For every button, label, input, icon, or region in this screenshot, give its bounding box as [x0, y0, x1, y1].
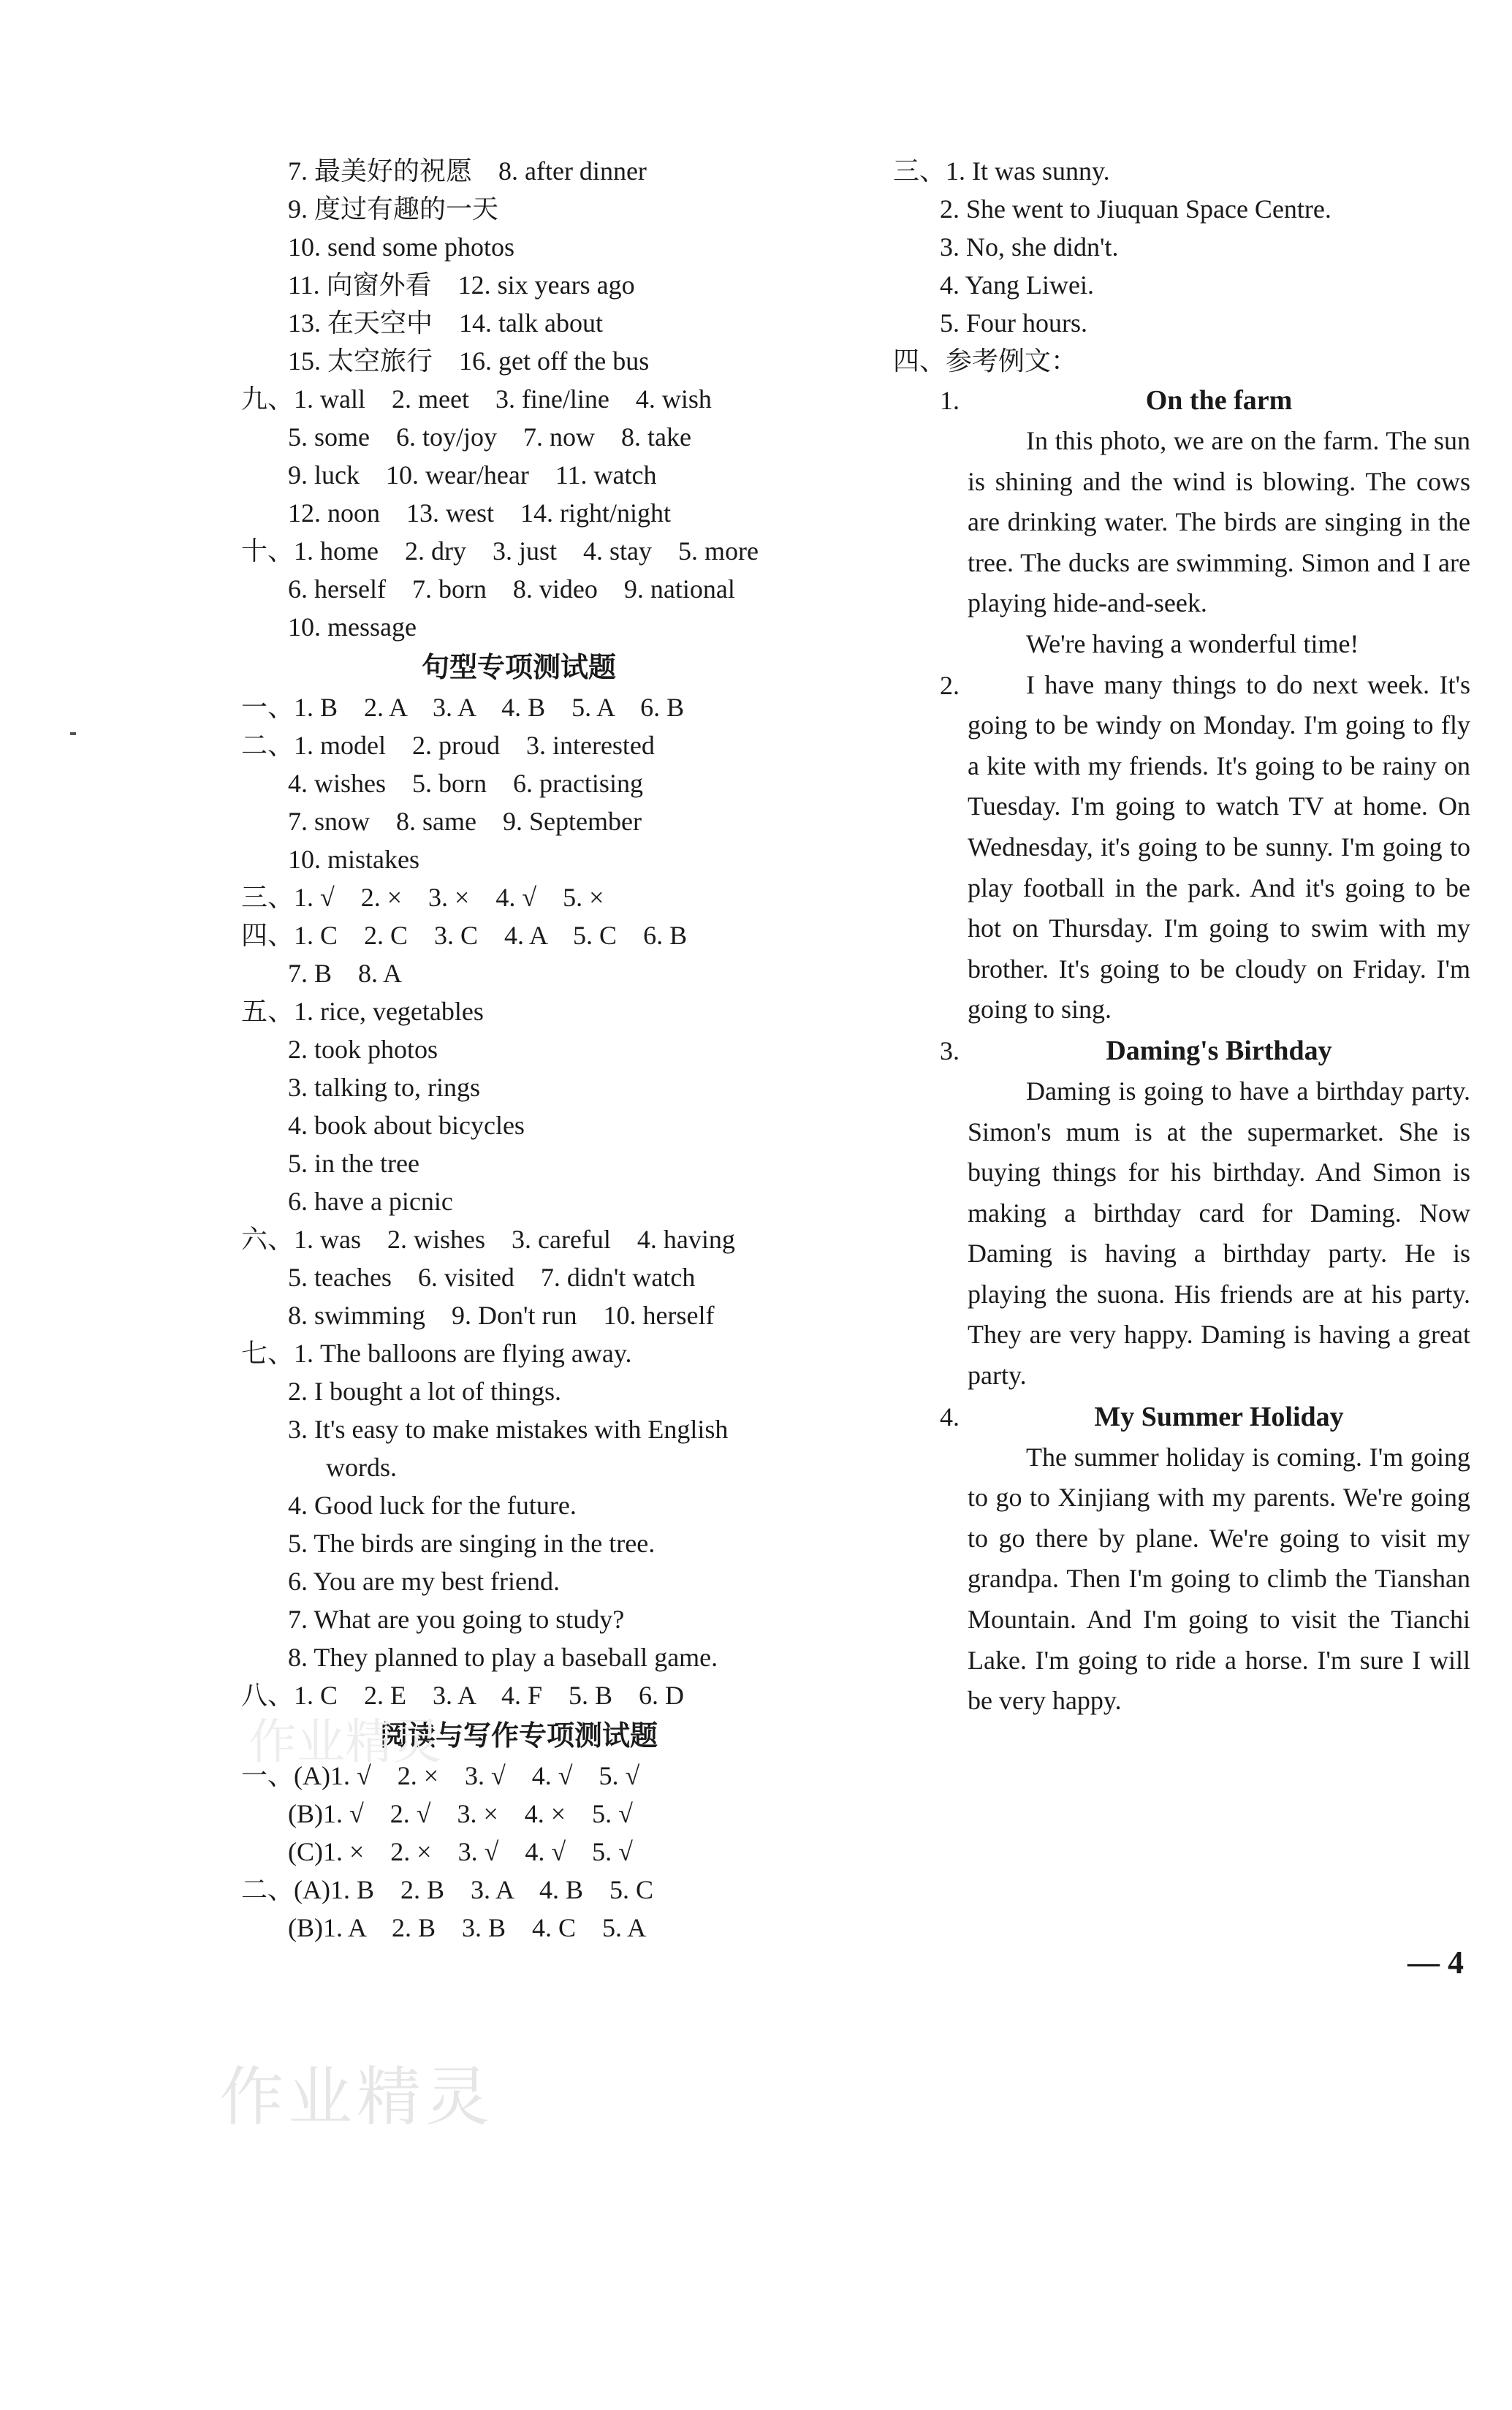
answer-line: 4. wishes 5. born 6. practising: [288, 769, 643, 798]
answer-line: (B)1. A 2. B 3. B 4. C 5. A: [288, 1913, 647, 1942]
section-heading: 阅读与写作专项测试题: [379, 1719, 658, 1752]
answer-line: 三、1. √ 2. × 3. × 4. √ 5. ×: [241, 883, 604, 912]
answer-line: (B)1. √ 2. √ 3. × 4. × 5. √: [288, 1799, 633, 1828]
essay-number: 1.: [940, 386, 960, 415]
answer-line: 9. 度过有趣的一天: [288, 194, 499, 224]
answer-line: 二、(A)1. B 2. B 3. A 4. B 5. C: [241, 1875, 654, 1904]
answer-line: 2. took photos: [288, 1035, 438, 1064]
essay-header: [893, 380, 1470, 421]
answer-line: 10. send some photos: [288, 232, 514, 262]
answer-line: words.: [326, 1453, 397, 1482]
answer-line: 7. snow 8. same 9. September: [288, 807, 642, 836]
answer-line: 5. teaches 6. visited 7. didn't watch: [288, 1263, 696, 1292]
answer-line: 6. You are my best friend.: [288, 1567, 560, 1596]
answer-line: 5. in the tree: [288, 1149, 419, 1178]
answer-line: 五、1. rice, vegetables: [241, 997, 484, 1026]
sample-essays: [893, 380, 1470, 1722]
essay-title: On the farm: [1145, 385, 1293, 416]
watermark: 作业精灵: [219, 2059, 495, 2135]
essay-number: 3.: [940, 1035, 960, 1065]
essay-body: [893, 665, 1470, 1030]
reading-answers: [893, 152, 1470, 380]
answer-line: 15. 太空旅行 16. get off the bus: [288, 346, 650, 376]
essay-body: [893, 421, 1470, 665]
answer-line: 11. 向窗外看 12. six years ago: [288, 270, 635, 300]
answer-line: 六、1. was 2. wishes 3. careful 4. having: [241, 1225, 735, 1254]
answer-line: 3. No, she didn't.: [940, 232, 1119, 262]
page-number: — 4: [1407, 1945, 1464, 1980]
answer-line: 8. swimming 9. Don't run 10. herself: [288, 1301, 715, 1330]
answer-line: (C)1. × 2. × 3. √ 4. √ 5. √: [288, 1837, 633, 1866]
answer-line: 二、1. model 2. proud 3. interested: [241, 731, 655, 760]
answer-line: 三、1. It was sunny.: [893, 156, 1110, 186]
essay-body: [893, 1071, 1470, 1396]
answer-line: 12. noon 13. west 14. right/night: [288, 498, 671, 528]
answer-line: 13. 在天空中 14. talk about: [288, 308, 603, 338]
essay-number: 2.: [940, 670, 960, 700]
essay-paragraph: We're having a wonderful time!: [1026, 628, 1359, 658]
essay-number: 4.: [940, 1402, 960, 1432]
essay-paragraph: Daming is going to have a birthday party. Simon's mum is at the supermarket. She is buying things for his birthday. And Simon is making a birthday card for Daming. Now Daming is having a birthday party. He is playing the suona. His friends are at his party. They are very happy. Daming is having a great party.: [968, 1076, 1470, 1391]
answer-line: 八、1. C 2. E 3. A 4. F 5. B 6. D: [241, 1681, 685, 1710]
answer-line: 10. mistakes: [288, 845, 419, 874]
answer-line: 7. What are you going to study?: [288, 1605, 625, 1634]
essay-paragraph: In this photo, we are on the farm. The sun is shining and the wind is blowing. The cows are drinking water. The birds are singing in the tree. The ducks are swimming. Simon and I are playing hide-and-seek.: [968, 426, 1470, 618]
watermark-faint: 作业精灵: [248, 1714, 441, 1770]
answer-line: 6. herself 7. born 8. video 9. national: [288, 574, 735, 604]
answer-line: 一、(A)1. √ 2. × 3. √ 4. √ 5. √: [241, 1761, 640, 1790]
answer-line: 7. 最美好的祝愿 8. after dinner: [288, 156, 647, 186]
answer-line: 4. book about bicycles: [288, 1111, 525, 1140]
essay-body: [893, 1437, 1470, 1722]
answer-line: 四、参考例文：: [893, 346, 1078, 376]
right-column: [893, 152, 1470, 1722]
answer-line: 9. luck 10. wear/hear 11. watch: [288, 460, 657, 490]
answer-line: 2. I bought a lot of things.: [288, 1377, 561, 1406]
answer-line: 7. B 8. A: [288, 959, 403, 988]
essay-paragraph: The summer holiday is coming. I'm going to go to Xinjiang with my parents. We're going to go there by plane. We're going to visit my grandpa. Then I'm going to climb the Tianshan Mountain. And I'm going to visit the Tianchi Lake. I'm going to ride a horse. I'm sure I will be very happy.: [968, 1442, 1470, 1716]
answer-line: 九、1. wall 2. meet 3. fine/line 4. wish: [241, 384, 712, 414]
answer-line: 一、1. B 2. A 3. A 4. B 5. A 6. B: [241, 693, 685, 722]
section-heading: 句型专项测试题: [421, 651, 616, 683]
answer-line: 10. message: [288, 612, 417, 642]
essay-title: Daming's Birthday: [1106, 1035, 1332, 1066]
answer-line: 5. The birds are singing in the tree.: [288, 1529, 656, 1558]
answer-line: 5. some 6. toy/joy 7. now 8. take: [288, 422, 691, 452]
answer-line: 四、1. C 2. C 3. C 4. A 5. C 6. B: [241, 921, 688, 950]
answer-line: 十、1. home 2. dry 3. just 4. stay 5. more: [241, 536, 759, 566]
answer-line: 5. Four hours.: [940, 308, 1088, 338]
margin-mark: [70, 732, 76, 735]
answer-line: 3. talking to, rings: [288, 1073, 480, 1102]
essay-paragraph: I have many things to do next week. It's going to be windy on Monday. I'm going to fly a kite with my friends. It's going to be rainy on Tuesday. I'm going to watch TV at home. On Wednesday, it's going to be sunny. I'm going to play football in the park. And it's going to be hot on Thursday. I'm going to swim with my brother. It's going to be cloudy on Friday. I'm going to sing.: [968, 669, 1470, 1025]
answer-line: 3. It's easy to make mistakes with English: [288, 1415, 729, 1444]
answer-line: 2. She went to Jiuquan Space Centre.: [940, 194, 1331, 224]
essay-header: [893, 1396, 1470, 1437]
answer-line: 6. have a picnic: [288, 1187, 453, 1216]
answer-line: 4. Good luck for the future.: [288, 1491, 577, 1520]
essay-header: [893, 1030, 1470, 1071]
left-column: [241, 152, 797, 1947]
answer-line: 8. They planned to play a baseball game.: [288, 1643, 718, 1672]
answer-line: 4. Yang Liwei.: [940, 270, 1095, 300]
answer-line: 七、1. The balloons are flying away.: [241, 1339, 632, 1368]
essay-title: My Summer Holiday: [1094, 1401, 1344, 1432]
